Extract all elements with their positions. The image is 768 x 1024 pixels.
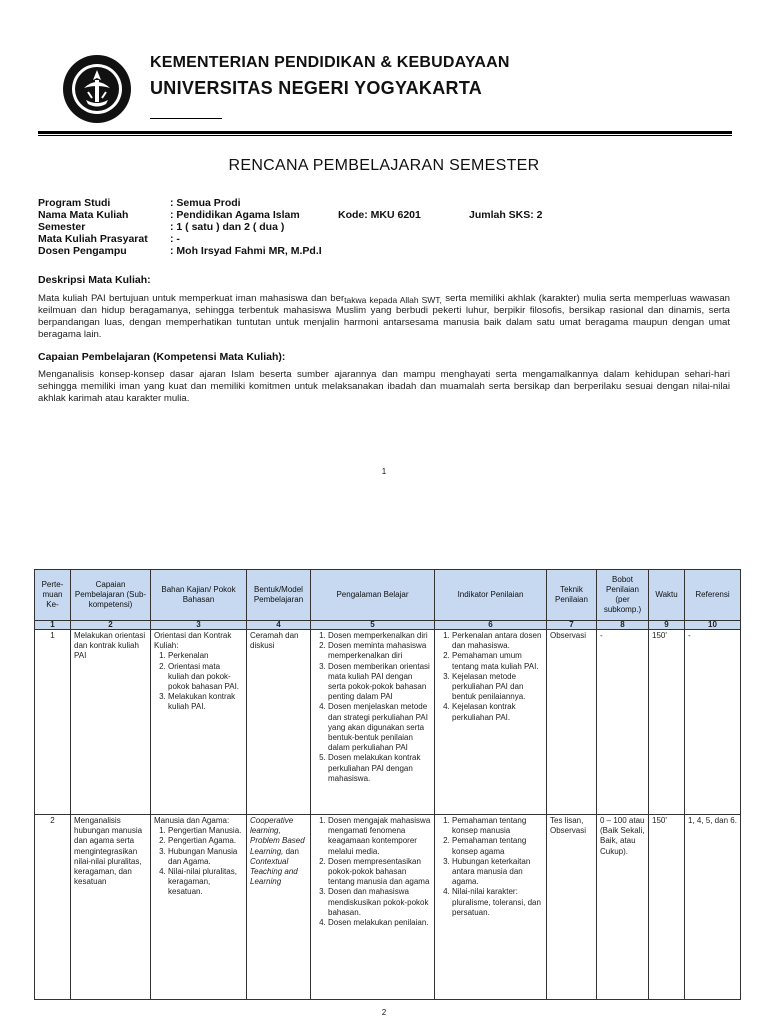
course-code: Kode: MKU 6201: [338, 209, 421, 221]
col-number: 3: [151, 621, 247, 630]
header-meeting: Perte-muan Ke-: [35, 570, 71, 621]
material-intro: Orientasi dan Kontrak Kuliah:: [154, 631, 232, 651]
header-indicator: Indikator Penilaian: [435, 570, 547, 621]
header-rule-thin: [38, 135, 732, 136]
reference-cell: 1, 4, 5, dan 6.: [685, 815, 741, 1000]
prereq-label: Mata Kuliah Prasyarat: [38, 233, 148, 245]
program-value: : Semua Prodi: [170, 197, 241, 209]
indicator-item: 2. Pemahaman umum tentang mata kuliah PAI.: [452, 651, 543, 671]
ministry-name: KEMENTERIAN PENDIDIKAN & KEBUDAYAAN: [150, 54, 510, 71]
material-intro: Manusia dan Agama:: [154, 816, 230, 825]
header-material: Bahan Kajian/ Pokok Bahasan: [151, 570, 247, 621]
experience-item: 1. Dosen memperkenalkan diri: [328, 631, 431, 641]
experience-item: 5. Dosen melakukan kontrak perkuliahan PAI dengan mahasiswa.: [328, 753, 431, 784]
experience-cell: [311, 815, 435, 1000]
description-text-c: serta memiliki akhlak (karakter) mulia serta memperluas wawasan keilmuan dan hidup beragamanya, sehingga terbentuk mahasiswa Muslim yang berbudi pekerti luhur, berpikir filosofis, bersikap rasional dan dinamis, serta berpandangan luas, dengan memperhatikan tuntutan untuk menjalin harmoni antarsesama manusia baik dalam satu umat beragama maupun dengan umat beragama lain.: [38, 293, 730, 340]
semester-label: Semester: [38, 221, 86, 233]
university-logo: [62, 54, 132, 124]
header-rule-thick: [38, 131, 732, 134]
time-cell: 150': [649, 630, 685, 815]
col-number: 10: [685, 621, 741, 630]
program-label: Program Studi: [38, 197, 111, 209]
experience-item: 4. Dosen melakukan penilaian.: [328, 918, 431, 928]
description-heading: Deskripsi Mata Kuliah:: [38, 274, 151, 286]
header-method: Bentuk/Model Pembelajaran: [247, 570, 311, 621]
technique-cell: Tes lisan, Observasi: [547, 815, 597, 1000]
table-header-row: [35, 570, 741, 621]
indicator-cell: [435, 630, 547, 815]
course-label: Nama Mata Kuliah: [38, 209, 129, 221]
meeting-number: 1: [35, 630, 71, 815]
material-cell: [151, 630, 247, 815]
indicator-item: 1. Pemahaman tentang konsep manusia: [452, 816, 543, 836]
method-cell: [247, 815, 311, 1000]
experience-item: 2. Dosen mempresentasikan pokok-pokok bahasan tentang manusia dan agama: [328, 857, 431, 888]
indicator-item: 3. Kejelasan metode perkuliahan PAI dan bentuk penilaiannya.: [452, 672, 543, 703]
outcome-text: Menganalisis konsep-konsep dasar ajaran Islam beserta sumber ajarannya dan mampu menghayati serta mengamalkannya dalam kehidupan sehari-hari sehingga memiliki iman yang kuat dan memiliki komitmen untuk melaksanakan ibadah dan muamalah serta bersikap dan berperilaku sesuai dengan nilai-nilai akhlak karimah atau karakter mulia.: [38, 369, 730, 404]
column-number-row: [35, 621, 741, 630]
col-number: 2: [71, 621, 151, 630]
table-row: [35, 815, 741, 1000]
university-name: UNIVERSITAS NEGERI YOGYAKARTA: [150, 78, 483, 98]
reference-cell: -: [685, 630, 741, 815]
method-text-c: Contextual Teaching and Learning: [250, 856, 298, 887]
header-outcome: Capaian Pembelajaran (Sub-kompetensi): [71, 570, 151, 621]
table-row: [35, 630, 741, 815]
course-credits: Jumlah SKS: 2: [469, 209, 543, 221]
experience-item: 2. Dosen meminta mahasiswa memperkenalkan diri: [328, 641, 431, 661]
material-cell: [151, 815, 247, 1000]
experience-item: 3. Dosen memberikan orientasi mata kuliah PAI dengan serta pokok-pokok bahasan penting dalam PAI: [328, 662, 431, 703]
header-weight: Bobot Penilaian (per subkomp.): [597, 570, 649, 621]
weight-cell: 0 – 100 atau (Baik Sekali, Baik, atau Cukup).: [597, 815, 649, 1000]
col-number: 5: [311, 621, 435, 630]
material-item: 3. Hubungan Manusia dan Agama.: [168, 847, 243, 867]
col-number: 8: [597, 621, 649, 630]
description-text-b: takwa kepada Allah SWT,: [344, 295, 442, 305]
experience-item: 3. Dosen dan mahasiswa mendiskusikan pokok-pokok bahasan.: [328, 887, 431, 918]
indicator-item: 2. Pemahaman tentang konsep agama: [452, 836, 543, 856]
outcome-heading: Capaian Pembelajaran (Kompetensi Mata Kuliah):: [38, 351, 286, 363]
col-number: 4: [247, 621, 311, 630]
technique-cell: Observasi: [547, 630, 597, 815]
page-number-2: 2: [381, 1008, 387, 1017]
material-item: 1. Pengertian Manusia.: [168, 826, 243, 836]
header-technique: Teknik Penilaian: [547, 570, 597, 621]
method-cell: Ceramah dan diskusi: [247, 630, 311, 815]
method-text-a: Cooperative learning, Problem Based Learning,: [250, 816, 305, 856]
header-underline: [150, 118, 222, 119]
description-text-a: Mata kuliah PAI bertujuan untuk memperkuat iman mahasiswa dan ber: [38, 293, 345, 304]
lecturer-value: : Moh Irsyad Fahmi MR, M.Pd.I: [170, 245, 322, 257]
course-value: : Pendidikan Agama Islam: [170, 209, 300, 221]
col-number: 6: [435, 621, 547, 630]
header-time: Waktu: [649, 570, 685, 621]
header-experience: Pengalaman Belajar: [311, 570, 435, 621]
indicator-item: 3. Hubungan keterkaitan antara manusia dan agama.: [452, 857, 543, 888]
indicator-item: 4. Kejelasan kontrak perkuliahan PAI.: [452, 702, 543, 722]
header-reference: Referensi: [685, 570, 741, 621]
lesson-plan-table: [34, 569, 741, 1000]
col-number: 9: [649, 621, 685, 630]
weight-cell: -: [597, 630, 649, 815]
material-item: 4. Nilai-nilai pluralitas, keragaman, kesatuan.: [168, 867, 243, 898]
time-cell: 150': [649, 815, 685, 1000]
method-text-b: dan: [283, 846, 299, 856]
material-item: 2. Orientasi mata kuliah dan pokok-pokok bahasan PAI.: [168, 662, 243, 693]
semester-value: : 1 ( satu ) dan 2 ( dua ): [170, 221, 285, 233]
description-text: [38, 292, 730, 341]
document-title: RENCANA PEMBELAJARAN SEMESTER: [228, 157, 540, 174]
material-item: 1. Perkenalan: [168, 651, 243, 661]
indicator-item: 4. Nilai-nilai karakter: pluralisme, toleransi, dan persatuan.: [452, 887, 543, 918]
col-number: 7: [547, 621, 597, 630]
experience-item: 4. Dosen menjelaskan metode dan strategi perkuliahan PAI yang akan digunakan serta bentuk-bentuk penilaian dalam perkuliahan PAI: [328, 702, 431, 753]
col-number: 1: [35, 621, 71, 630]
meeting-number: 2: [35, 815, 71, 1000]
page-number-1: 1: [381, 467, 387, 476]
lecturer-label: Dosen Pengampu: [38, 245, 127, 257]
outcome-cell: Menganalisis hubungan manusia dan agama serta mengintegrasikan nilai-nilai pluralitas, keragaman, dan kesatuan: [71, 815, 151, 1000]
outcome-cell: Melakukan orientasi dan kontrak kuliah PAI: [71, 630, 151, 815]
material-item: 3. Melakukan kontrak kuliah PAI.: [168, 692, 243, 712]
experience-item: 1. Dosen mengajak mahasiswa mengamati fenomena keagamaan kontemporer melalui media.: [328, 816, 431, 857]
indicator-item: 1. Perkenalan antara dosen dan mahasiswa.: [452, 631, 543, 651]
experience-cell: [311, 630, 435, 815]
material-item: 2. Pengertian Agama.: [168, 836, 243, 846]
prereq-value: : -: [170, 233, 180, 245]
indicator-cell: [435, 815, 547, 1000]
